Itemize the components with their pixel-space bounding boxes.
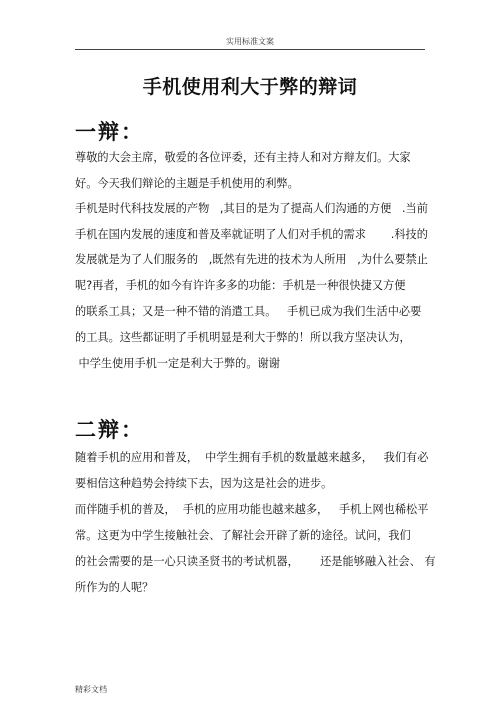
paragraph-line: 而伴随手机的普及， 手机的应用功能也越来越多， 手机上网也稀松平 [75,503,429,516]
paragraph-line: 的工具。这些都证明了手机明显是利大于弊的！所以我方坚决认为， [75,331,411,344]
paragraph-line: 常。这更为中学生接触社会、了解社会开辟了新的途径。试问，我们 [75,529,411,542]
header-divider [75,49,425,50]
page-header: 实用标准文案 [226,37,274,46]
paragraph-line: 的社会需要的是一心只读圣贤书的考试机器， 还是能够融入社会、 有 [75,555,436,568]
section-heading-first-debater: 一辩： [75,120,144,144]
page-footer: 精彩文档 [75,685,107,694]
paragraph-line: 尊敬的大会主席，敬爱的各位评委，还有主持人和对方辩友们。大家 [75,151,411,164]
paragraph-line: 要相信这种趋势会持续下去，因为这是社会的进步。 [75,477,333,490]
paragraph-line: 的联系工具；又是一种不错的消遣工具。 手机已成为我们生活中必要 [75,305,422,318]
paragraph-line: 呢?再者，手机的如今有许许多多的功能：手机是一种很快捷又方便 [75,279,406,292]
paragraph-line: 随着手机的应用和普及， 中学生拥有手机的数量越来越多， 我们有必 [75,451,429,464]
section-heading-second-debater: 二辩： [75,418,144,442]
document-title: 手机使用利大于弊的辩词 [142,76,358,98]
paragraph-line: 好。今天我们辩论的主题是手机使用的利弊。 [75,177,299,190]
paragraph-line: 手机在国内发展的速度和普及率就证明了人们对手机的需求 .科技的 [75,228,428,241]
paragraph-line: 发展就是为了人们服务的 ,既然有先进的技术为人所用 ,为什么要禁止 [75,253,428,266]
paragraph-line: 手机是时代科技发展的产物 ,其目的是为了提高人们沟通的方便 .当前 [75,202,428,215]
paragraph-line: 所作为的人呢？ [75,581,154,594]
paragraph-line: 中学生使用手机一定是利大于弊的。谢谢 [75,357,280,370]
